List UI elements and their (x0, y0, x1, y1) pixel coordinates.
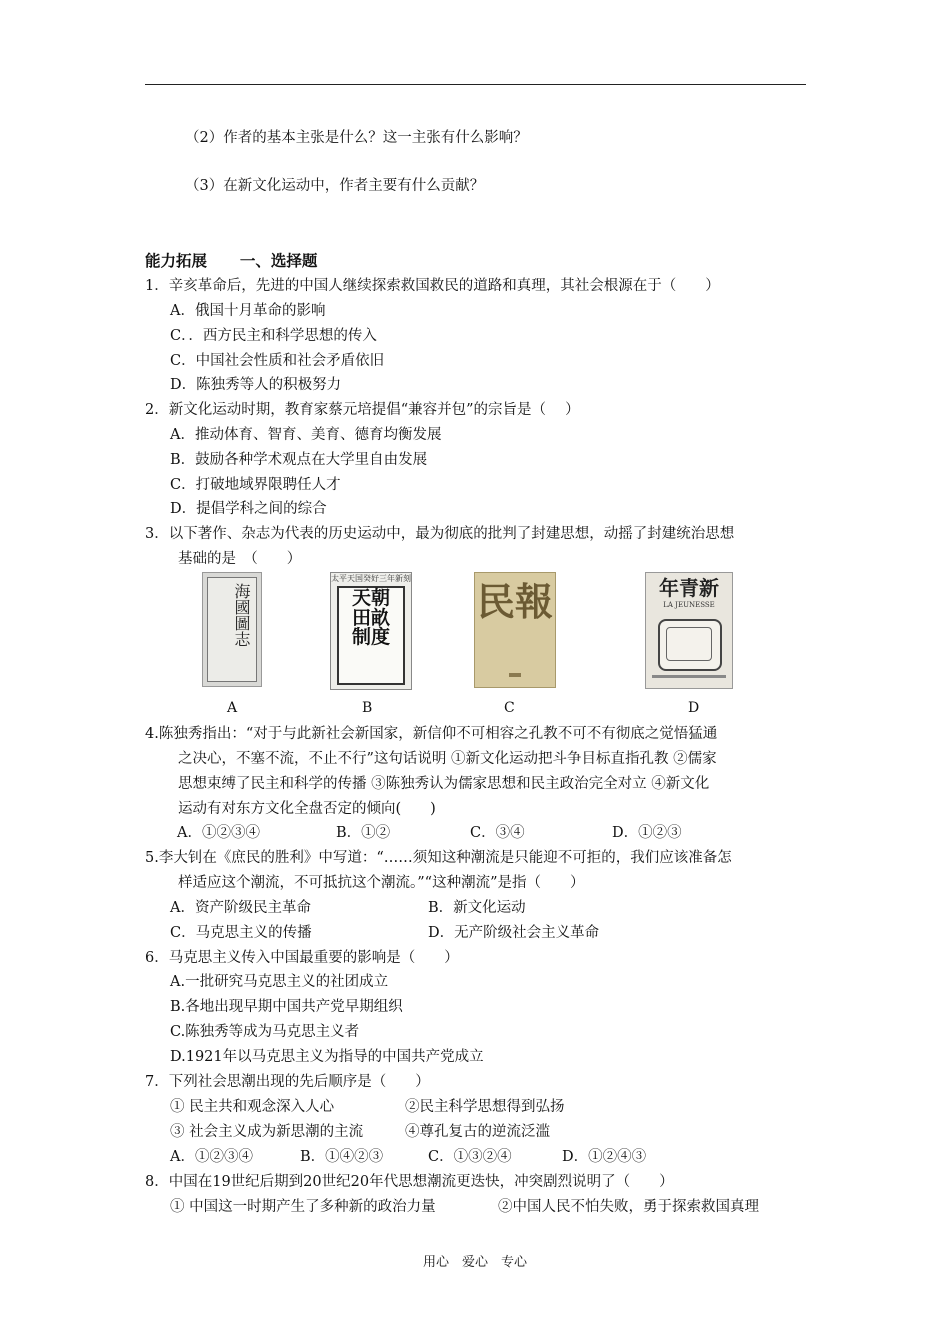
q3-label-c: C (504, 700, 515, 716)
q6-option-d: D.1921年以马克思主义为指导的中国共产党成立 (170, 1049, 484, 1065)
q1-stem: 1．辛亥革命后，先进的中国人继续探索救国救民的道路和真理，其社会根源在于（ ） (145, 278, 720, 294)
q3-image-d-subtitle: LA JEUNESSE (663, 601, 715, 609)
q5-line-2: 样适应这个潮流，不可抵抗这个潮流。”“这种潮流”是指（ ） (178, 875, 585, 891)
q4-option-d: D．①②③ (612, 825, 682, 841)
q6-option-b: B.各地出现早期中国共产党早期组织 (170, 999, 403, 1015)
q3-label-b: B (362, 700, 373, 716)
q6-option-c: C.陈独秀等成为马克思主义者 (170, 1024, 360, 1040)
q5-option-d: D．无产阶级社会主义革命 (428, 925, 600, 941)
q7-item-3: ③ 社会主义成为新思潮的主流 (170, 1124, 364, 1140)
q7-option-c: C．①③②④ (428, 1149, 512, 1165)
page-footer: 用心 爱心 专心 (422, 1255, 527, 1270)
q8-item-1: ① 中国这一时期产生了多种新的政治力量 (170, 1199, 436, 1215)
intro-question-2: （2）作者的基本主张是什么？这一主张有什么影响？ (185, 130, 528, 146)
header-rule (145, 84, 806, 85)
q3-image-d-caption: 新青年 (659, 576, 719, 600)
q5-line-1: 5.李大钊在《庶民的胜利》中写道：“……须知这种潮流是只能迎不可拒的，我们应该准备怎 (145, 850, 732, 866)
q7-option-b: B．①④②③ (300, 1149, 384, 1165)
q5-option-c: C．马克思主义的传播 (170, 925, 312, 941)
q3-image-d (645, 572, 733, 689)
intro-question-3: （3）在新文化运动中，作者主要有什么贡献？ (185, 178, 485, 194)
q3-image-a-caption: 海國圖志 (232, 583, 251, 647)
q2-option-b: B．鼓励各种学术观点在大学里自由发展 (170, 452, 428, 468)
q4-line-3: 思想束缚了民主和科学的传播 ③陈独秀认为儒家思想和民主政治完全对立 ④新文化 (178, 776, 710, 792)
q8-stem: 8．中国在19世纪后期到20世纪20年代思想潮流更迭快，冲突剧烈说明了（ ） (145, 1174, 674, 1190)
q8-item-2: ②中国人民不怕失败，勇于探索救国真理 (498, 1199, 759, 1215)
q3-image-b (330, 572, 412, 690)
section-heading (145, 251, 317, 271)
q1-option-b: C．．西方民主和科学思想的传入 (170, 328, 377, 344)
q7-item-1: ① 民主共和观念深入人心 (170, 1099, 335, 1115)
q3-image-b-caption: 天朝田畝制度 (351, 587, 390, 648)
q4-line-4: 运动有对东方文化全盘否定的倾向( ) (178, 801, 436, 817)
q7-option-d: D．①②④③ (562, 1149, 647, 1165)
q4-option-b: B．①② (336, 825, 391, 841)
q3-stem-line2: 基础的是 （ ） (178, 551, 302, 567)
q1-option-c: C．中国社会性质和社会矛盾依旧 (170, 353, 385, 369)
q3-stem-line1: 3．以下著作、杂志为代表的历史运动中，最为彻底的批判了封建思想，动摇了封建统治思想 (145, 526, 735, 542)
q5-option-a: A．资产阶级民主革命 (170, 900, 311, 916)
q2-option-d: D．提倡学科之间的综合 (170, 501, 327, 517)
q4-line-2: 之决心，不塞不流，不止不行”这句话说明 ①新文化运动把斗争目标直指孔教 ②儒家 (178, 751, 717, 767)
q7-item-4: ④尊孔复古的逆流泛滥 (405, 1124, 550, 1140)
q6-stem: 6．马克思主义传入中国最重要的影响是（ ） (145, 950, 459, 966)
q2-option-c: C．打破地域界限聘任人才 (170, 477, 341, 493)
section-subtitle: 一、选择题 (239, 251, 318, 270)
q6-option-a: A.一批研究马克思主义的社团成立 (170, 974, 389, 990)
q1-option-d: D．陈独秀等人的积极努力 (170, 377, 342, 393)
q3-label-d: D (688, 700, 700, 716)
q1-option-a: A．俄国十月革命的影响 (170, 303, 326, 319)
q7-option-a: A．①②③④ (170, 1149, 253, 1165)
q4-option-a: A．①②③④ (177, 825, 260, 841)
q3-image-c (474, 572, 556, 688)
q4-option-c: C．③④ (470, 825, 525, 841)
q2-stem: 2．新文化运动时期，教育家蔡元培提倡“兼容并包”的宗旨是（ ） (145, 402, 580, 418)
q3-image-a (202, 572, 262, 687)
q3-label-a: A (227, 700, 238, 716)
q3-image-b-top-text: 太平天国癸好三年新刻 (331, 574, 411, 583)
section-title: 能力拓展 (145, 251, 208, 270)
q4-line-1: 4.陈独秀指出：“对于与此新社会新国家，新信仰不可相容之孔教不可不有彻底之觉悟猛通 (145, 726, 718, 742)
q7-stem: 7．下列社会思潮出现的先后顺序是（ ） (145, 1074, 430, 1090)
q3-image-c-caption: 民報 (476, 579, 553, 624)
q7-item-2: ②民主科学思想得到弘扬 (405, 1099, 565, 1115)
q2-option-a: A．推动体育、智育、美育、德育均衡发展 (170, 427, 442, 443)
q5-option-b: B．新文化运动 (428, 900, 526, 916)
